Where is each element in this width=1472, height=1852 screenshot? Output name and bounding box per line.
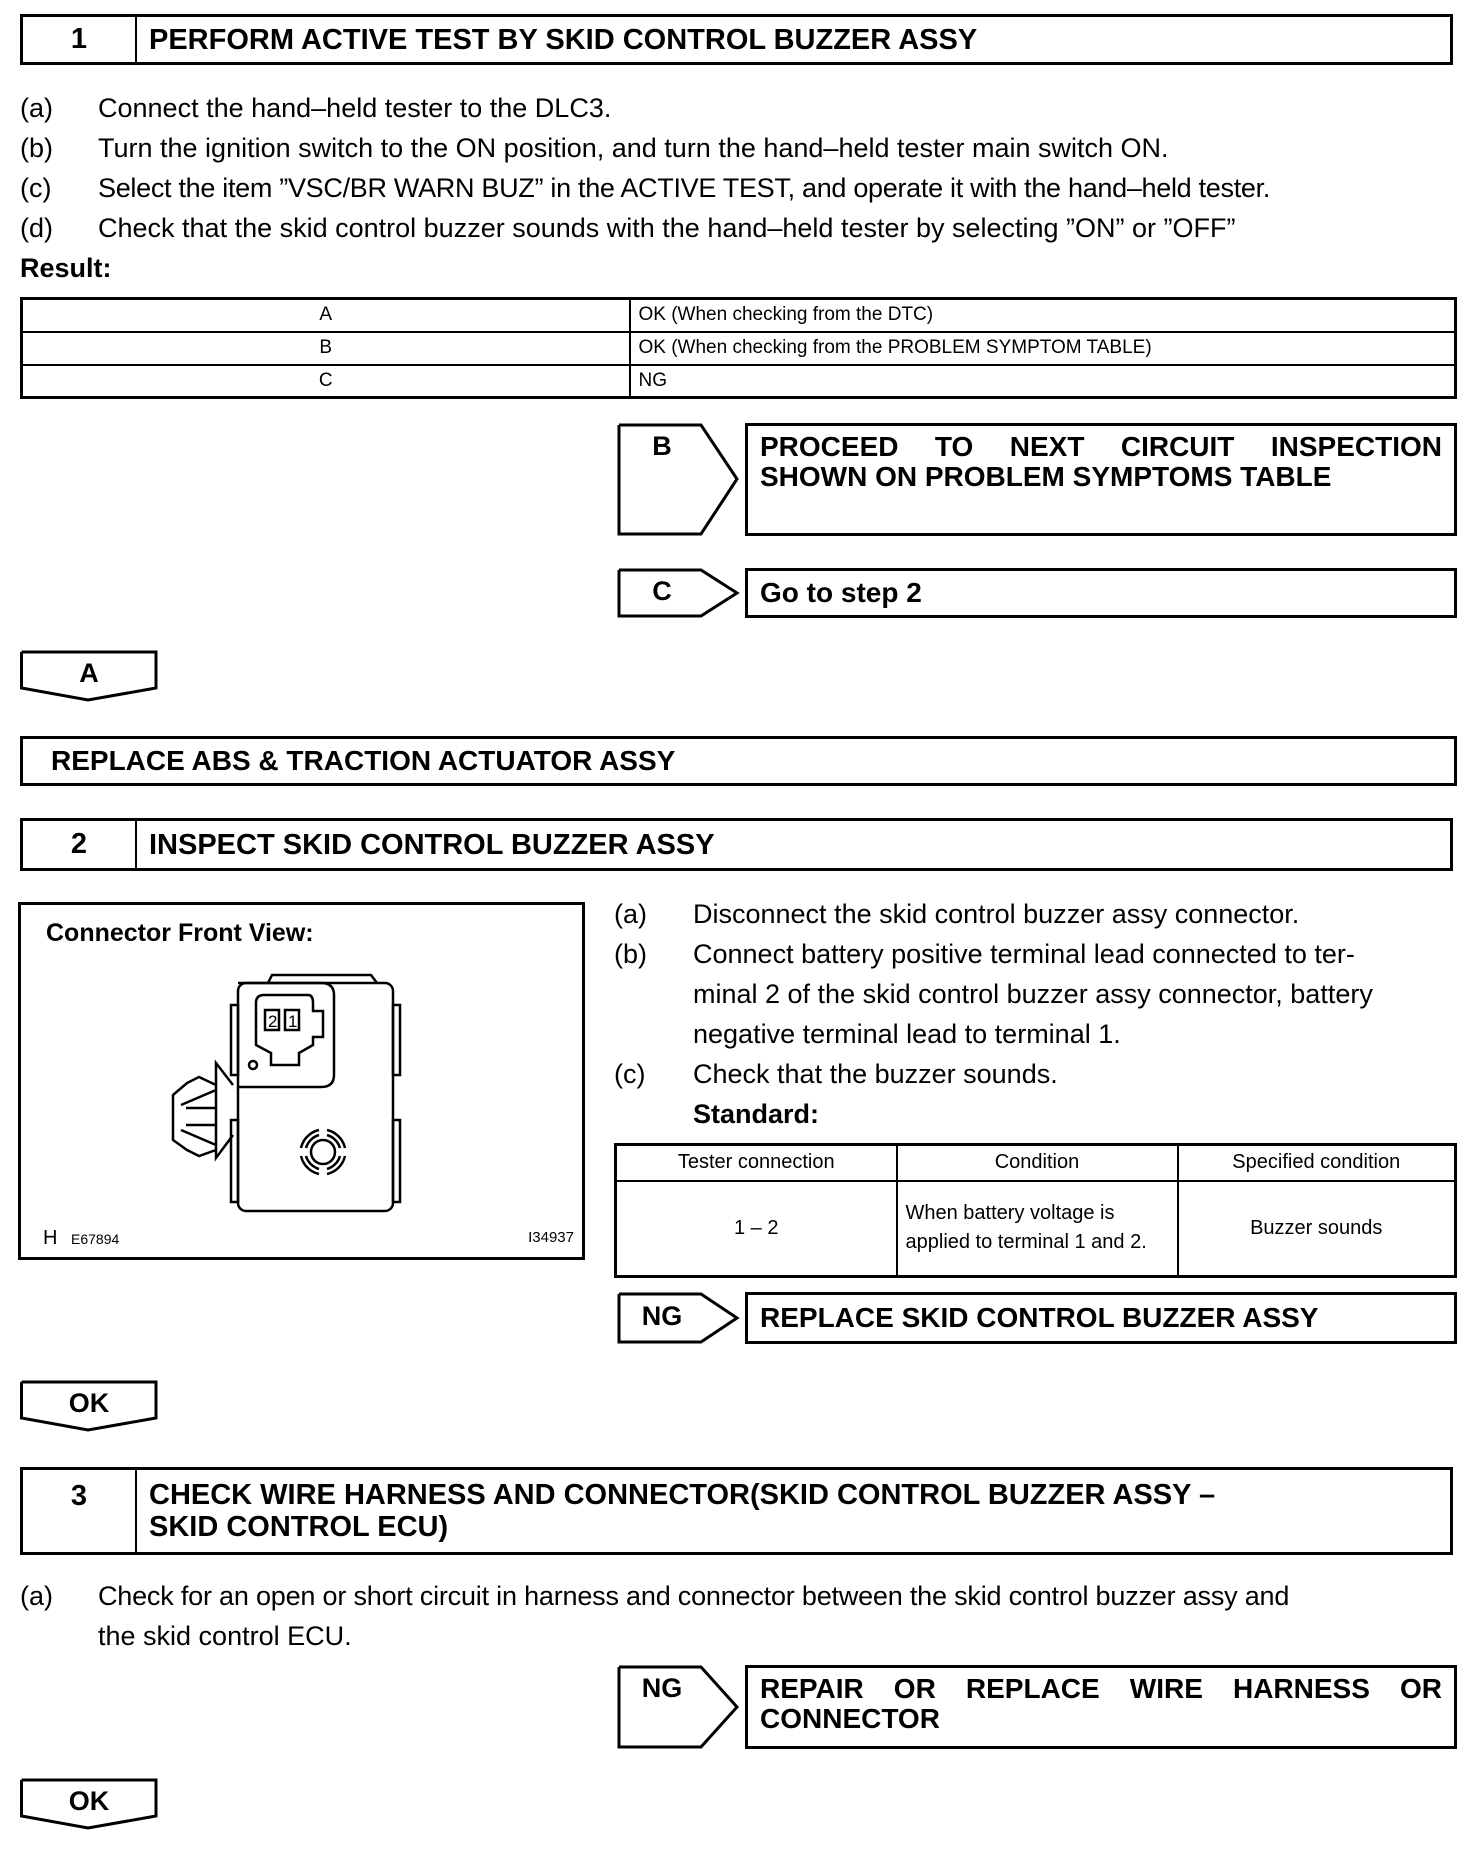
branch-a-tab: A — [20, 650, 158, 702]
branch-ok-tab: OK — [20, 1778, 158, 1830]
result-code: B — [22, 332, 630, 365]
branch-label: B — [652, 431, 672, 461]
buzzer-connector-drawing — [21, 905, 582, 1257]
branch-c-result: Go to step 2 — [745, 568, 1457, 618]
figure-caption: Connector Front View: — [46, 919, 314, 947]
column-header: Condition — [897, 1145, 1178, 1181]
standard-label: Standard: — [693, 1099, 820, 1129]
table-row — [22, 332, 1456, 365]
step-title: INSPECT SKID CONTROL BUZZER ASSY — [149, 828, 715, 861]
branch-ng-result: REPLACE SKID CONTROL BUZZER ASSY — [745, 1292, 1457, 1344]
step-number: 3 — [23, 1470, 137, 1552]
step-number: 2 — [23, 821, 137, 868]
table-row — [22, 299, 1456, 332]
table-header-row — [616, 1145, 1456, 1181]
standard-table — [614, 1143, 1457, 1278]
branch-ng-result: REPAIR OR REPLACE WIRE HARNESS OR CONNECTOR — [745, 1665, 1457, 1749]
result-desc: NG — [630, 365, 1456, 398]
figure-code-left: H E67894 — [43, 1227, 120, 1249]
step-title: CHECK WIRE HARNESS AND CONNECTOR(SKID CONTROL BUZZER ASSY – SKID CONTROL ECU) — [149, 1479, 1216, 1543]
instruction-a: (a) Check for an open or short circuit in harness and connector between the skid control buzzer assy and the skid control ECU. — [20, 1581, 1290, 1651]
step-3-header — [20, 1467, 1453, 1555]
column-header: Specified condition — [1178, 1145, 1456, 1181]
result-label: Result: — [20, 253, 112, 283]
instruction-b: (b) Connect battery positive terminal lead connected to ter- minal 2 of the skid control buzzer assy connector, battery negative terminal lead to terminal 1. — [614, 939, 1373, 1049]
branch-ok-tab: OK — [20, 1380, 158, 1432]
tester-connection: 1 – 2 — [616, 1181, 897, 1277]
column-header: Tester connection — [616, 1145, 897, 1181]
branch-label: NG — [641, 1673, 683, 1703]
result-table — [20, 297, 1457, 399]
branch-ng-arrow — [617, 1292, 742, 1344]
branch-c-arrow — [617, 568, 742, 618]
result-desc: OK (When checking from the DTC) — [630, 299, 1456, 332]
branch-b-result: PROCEED TO NEXT CIRCUIT INSPECTION SHOWN ON PROBLEM SYMPTOMS TABLE — [745, 423, 1457, 536]
replace-abs-action: REPLACE ABS & TRACTION ACTUATOR ASSY — [20, 736, 1457, 786]
pin-1-label: 1 — [288, 1012, 298, 1031]
result-desc: OK (When checking from the PROBLEM SYMPTOM TABLE) — [630, 332, 1456, 365]
step-2-header — [20, 818, 1453, 871]
table-row — [616, 1181, 1456, 1277]
table-row — [22, 365, 1456, 398]
figure-code-right: I34937 — [528, 1229, 574, 1246]
branch-label: NG — [641, 1301, 683, 1331]
result-code: A — [22, 299, 630, 332]
branch-b-arrow — [617, 423, 742, 536]
result-code: C — [22, 365, 630, 398]
branch-ng-arrow — [617, 1665, 742, 1749]
pin-2-label: 2 — [268, 1012, 278, 1031]
branch-label: C — [652, 576, 672, 606]
condition: When battery voltage is applied to terminal 1 and 2. — [897, 1181, 1178, 1277]
step-number: 1 — [23, 17, 137, 62]
specified-condition: Buzzer sounds — [1178, 1181, 1456, 1277]
step-title: PERFORM ACTIVE TEST BY SKID CONTROL BUZZER ASSY — [149, 23, 978, 56]
step-1-header — [20, 14, 1453, 65]
connector-figure — [18, 902, 585, 1260]
